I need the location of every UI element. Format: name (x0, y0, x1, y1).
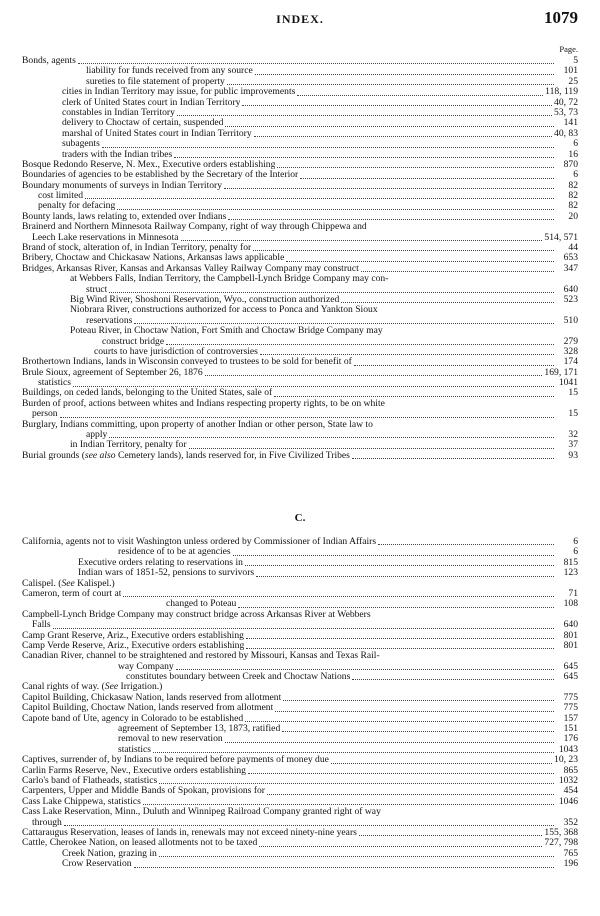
index-entry-page: 6 (573, 138, 578, 150)
index-entry-text: Brainerd and Northern Minnesota Railway Company, right of way through Chippewa and (22, 222, 367, 233)
index-entry-text: Capote band of Ute, agency in Colorado to be established (22, 713, 244, 724)
dot-leader (255, 74, 554, 75)
index-entry (22, 579, 578, 589)
index-entry (22, 295, 578, 305)
index-entry-text: person (32, 409, 58, 420)
index-entry-page: 870 (563, 158, 578, 170)
index-entry-page: 5 (573, 54, 578, 66)
index-entry (22, 368, 578, 378)
index-entry-page: 157 (563, 712, 578, 724)
index-entry-text: changed to Poteau (166, 599, 237, 610)
index-entry-page: 174 (563, 356, 578, 368)
index-entry (22, 87, 578, 97)
index-entry (22, 828, 578, 838)
index-entry-text: Bribery, Choctaw and Chickasaw Nations, Arkansas laws applicable (22, 253, 285, 264)
index-entry (22, 274, 578, 284)
index-entry-page: 10, 23 (554, 754, 578, 766)
index-entry-text: cities in Indian Territory may issue, for public improvements (62, 87, 296, 98)
index-entry (22, 766, 578, 776)
index-entry (22, 222, 578, 232)
index-entry (22, 440, 578, 450)
index-entry-text: Boundaries of agencies to be established by the Secretary of the Interior (22, 170, 299, 181)
index-entry (22, 662, 578, 672)
index-entry (22, 409, 578, 419)
index-entry (22, 108, 578, 118)
index-entry-text: removal to new reservation (118, 734, 223, 745)
index-entry (22, 610, 578, 620)
dot-leader (277, 167, 554, 168)
dot-leader (166, 344, 554, 345)
index-entry (22, 818, 578, 828)
index-page (22, 0, 578, 916)
index-entry (22, 672, 578, 682)
index-entry (22, 430, 578, 440)
dot-leader (224, 188, 554, 189)
index-entry-page: 82 (568, 200, 578, 212)
index-entry (22, 98, 578, 108)
index-entry-page: 523 (563, 293, 578, 305)
index-entry (22, 558, 578, 568)
index-entry-page: 454 (563, 785, 578, 797)
dot-leader (228, 219, 554, 220)
index-entry-page: 865 (563, 764, 578, 776)
index-entry-text: Camp Verde Reserve, Ariz., Executive orders establishing (22, 640, 245, 651)
dot-leader (282, 731, 554, 732)
dot-leader (341, 302, 554, 303)
index-entry-text: liability for funds received from any source (86, 66, 253, 77)
index-entry-page: 801 (563, 639, 578, 651)
index-entry-page: 40, 83 (554, 127, 578, 139)
index-entry-page: 53, 73 (554, 106, 578, 118)
dot-leader (267, 794, 554, 795)
dot-leader (242, 105, 552, 106)
index-entry-page: 352 (563, 816, 578, 828)
index-entry (22, 389, 578, 399)
dot-leader (134, 867, 554, 868)
dot-leader (181, 240, 543, 241)
index-entry (22, 599, 578, 609)
index-entry-page: 1032 (558, 774, 578, 786)
index-entry (22, 66, 578, 76)
dot-leader (117, 209, 554, 210)
index-entry-text: Boundary monuments of surveys in Indian Territory (22, 180, 223, 191)
index-entry-text: Burglary, Indians committing, upon property of another Indian or other person, State law to (22, 419, 373, 430)
dot-leader (331, 763, 552, 764)
index-entry-text: statistics (38, 378, 72, 389)
index-entry (22, 651, 578, 661)
index-entry-text: Calispel. (See Kalispel.) (22, 578, 115, 589)
dot-leader (189, 448, 554, 449)
index-entry (22, 547, 578, 557)
index-entry (22, 734, 578, 744)
dot-leader (259, 846, 542, 847)
index-entry (22, 399, 578, 409)
index-entry (22, 253, 578, 263)
dot-leader (225, 126, 554, 127)
index-entry-text: Campbell-Lynch Bridge Company may construct bridge across Arkansas River at Webbers (22, 609, 371, 620)
index-entry-text: Carpenters, Upper and Middle Bands of Spokan, provisions for (22, 786, 266, 797)
index-entry-text: agreement of September 13, 1873, ratified (118, 724, 281, 735)
index-entry-text: Cameron, term of court at (22, 588, 122, 599)
index-entry-page: 645 (563, 660, 578, 672)
index-entry (22, 703, 578, 713)
index-entry-text: Bridges, Arkansas River, Kansas and Arkansas Valley Railway Company may construct (22, 263, 359, 274)
index-entry-text: Indian wars of 1851-52, pensions to survivors (78, 568, 255, 579)
index-entry-page: 653 (563, 252, 578, 264)
dot-leader (174, 157, 554, 158)
index-entry-text: way Company (118, 661, 174, 672)
index-entry-text: Buildings, on ceded lands, belonging to the United States, sale of (22, 388, 273, 399)
index-entry-text: Canadian River, channel to be straightened and restored by Missouri, Kansas and Texas Rail- (22, 651, 380, 662)
index-entry-text: statistics (118, 744, 152, 755)
index-entry-page: 1043 (558, 743, 578, 755)
index-entry-page: 93 (568, 449, 578, 461)
dot-leader (153, 752, 554, 753)
index-entry-page: 801 (563, 629, 578, 641)
index-entry-page: 15 (568, 387, 578, 399)
index-entry-page: 1046 (558, 795, 578, 807)
dot-leader (233, 555, 554, 556)
dot-leader (109, 437, 554, 438)
dot-leader (245, 565, 554, 566)
index-entry-text: California, agents not to visit Washington unless ordered by Commissioner of Indian Affairs (22, 536, 377, 547)
index-entry-text: Carlin Farms Reserve, Nev., Executive orders establishing (22, 765, 246, 776)
index-entry-text: Captives, surrender of, by Indians to be required before payments of money due (22, 755, 329, 766)
index-entry-text: Burial grounds (see also Cemetery lands), lands reserved for, in Five Civilized Tribes (22, 450, 350, 461)
dot-leader (260, 354, 554, 355)
index-entry (22, 77, 578, 87)
index-entry-page: 151 (563, 723, 578, 735)
index-entry-page: 15 (568, 408, 578, 420)
index-entry (22, 170, 578, 180)
index-entry-text: Capitol Building, Choctaw Nation, lands reserved from allotment (22, 703, 274, 714)
index-entry (22, 682, 578, 692)
index-entry-text: penalty for defacing (38, 201, 116, 212)
index-entry-text: Executive orders relating to reservations in (78, 557, 243, 568)
index-entry-text: Bosque Redondo Reserve, N. Mex., Executive orders establishing (22, 159, 276, 170)
index-entry-page: 645 (563, 671, 578, 683)
index-entry-text: Camp Grant Reserve, Ariz., Executive orders establishing (22, 630, 244, 641)
index-entry-page: 16 (568, 148, 578, 160)
index-entry-page: 101 (563, 65, 578, 77)
index-entry-page: 510 (563, 314, 578, 326)
dot-leader (253, 250, 554, 251)
index-entry-text: struct (86, 284, 108, 295)
dot-leader (352, 679, 554, 680)
index-entry (22, 745, 578, 755)
index-entry-text: Crow Reservation (62, 859, 132, 870)
index-entry (22, 285, 578, 295)
index-entry (22, 378, 578, 388)
dot-leader (78, 63, 554, 64)
index-entry (22, 129, 578, 139)
index-entry (22, 537, 578, 547)
index-entry-page: 815 (563, 556, 578, 568)
dot-leader (248, 773, 554, 774)
index-entry (22, 568, 578, 578)
index-entry-page: 82 (568, 179, 578, 191)
index-entry-text: Niobrara River, constructions authorized for access to Ponca and Yankton Sioux (70, 305, 378, 316)
index-entry-page: 775 (563, 691, 578, 703)
index-entry (22, 181, 578, 191)
index-entry-page: 6 (573, 169, 578, 181)
index-entry (22, 150, 578, 160)
index-entry-text: subagents (62, 139, 100, 150)
index-entry-page: 176 (563, 733, 578, 745)
dot-leader (85, 198, 554, 199)
dot-leader (134, 323, 554, 324)
dot-leader (53, 628, 554, 629)
dot-leader (245, 721, 554, 722)
index-entry-text: residence of to be at agencies (118, 547, 231, 558)
dot-leader (143, 804, 554, 805)
index-entry (22, 451, 578, 461)
index-entry-text: Burden of proof, actions between whites and Indians respecting property rights, to be on white (22, 398, 385, 409)
index-entry-page: 71 (568, 587, 578, 599)
index-entry-page: 279 (563, 335, 578, 347)
index-entry-text: apply (86, 430, 108, 441)
dot-leader (205, 375, 543, 376)
index-entry-text: at Webbers Falls, Indian Territory, the Campbell-Lynch Bridge Company may con- (70, 274, 389, 285)
index-entry-text: Cattle, Cherokee Nation, on leased allotments not to be taxed (22, 838, 258, 849)
dot-leader (246, 648, 554, 649)
index-entry-page: 328 (563, 345, 578, 357)
index-entry (22, 56, 578, 66)
index-entry (22, 631, 578, 641)
index-entry-page: 196 (563, 858, 578, 870)
index-entry (22, 212, 578, 222)
index-entry (22, 160, 578, 170)
dot-leader (109, 292, 554, 293)
section-letter-c: C. (294, 512, 306, 524)
index-entry-text: sureties to file statement of property (86, 76, 225, 87)
index-entry-text: Creek Nation, grazing in (62, 848, 157, 859)
index-entry-page: 82 (568, 190, 578, 202)
index-entry-text: Poteau River, in Choctaw Nation, Fort Smith and Choctaw Bridge Company may (70, 326, 383, 337)
index-entry (22, 191, 578, 201)
index-entry (22, 641, 578, 651)
dot-leader (73, 386, 554, 387)
index-entry-text: Bounty lands, laws relating to, extended over Indians (22, 211, 227, 222)
index-entry-text: Bonds, agents (22, 55, 76, 66)
index-entry-page: 6 (573, 535, 578, 547)
index-entry (22, 347, 578, 357)
index-entry-page: 40, 72 (554, 96, 578, 108)
dot-leader (256, 576, 554, 577)
index-entry-text: through (32, 817, 62, 828)
index-entry-page: 775 (563, 702, 578, 714)
index-entry (22, 316, 578, 326)
dot-leader (225, 742, 554, 743)
dot-leader (159, 856, 554, 857)
index-entry-page: 44 (568, 242, 578, 254)
index-entry-text: delivery to Choctaw of certain, suspended (62, 118, 224, 129)
index-entry-text: Cattaraugus Reservation, leases of lands in, renewals may not exceed ninety-nine years (22, 827, 357, 838)
dot-leader (123, 596, 554, 597)
index-entry (22, 305, 578, 315)
index-entry-page: 20 (568, 210, 578, 222)
index-entry-text: Falls (32, 620, 51, 631)
index-entry-text: Brule Sioux, agreement of September 26, 1876 (22, 367, 203, 378)
page-header (22, 8, 578, 30)
page-title: INDEX. (276, 12, 324, 26)
index-entry (22, 838, 578, 848)
index-entry (22, 859, 578, 869)
index-entry-text: construct bridge (102, 336, 165, 347)
index-entry-page: 169, 171 (544, 366, 578, 378)
dot-leader (177, 115, 552, 116)
dot-leader (227, 84, 554, 85)
index-entry-page: 347 (563, 262, 578, 274)
index-entry (22, 620, 578, 630)
index-entry-text: constables in Indian Territory (62, 107, 175, 118)
index-entry-text: cost limited (38, 191, 84, 202)
dot-leader (354, 365, 554, 366)
index-entry-page: 123 (563, 567, 578, 579)
index-entry (22, 233, 578, 243)
index-entry (22, 337, 578, 347)
index-entry (22, 357, 578, 367)
index-entry (22, 797, 578, 807)
index-entry (22, 118, 578, 128)
dot-leader (60, 417, 554, 418)
index-entry (22, 589, 578, 599)
page-column-label: Page. (559, 44, 578, 54)
dot-leader (300, 178, 554, 179)
dot-leader (238, 607, 554, 608)
index-entry-text: Cass Lake Chippewa, statistics (22, 796, 141, 807)
index-entry (22, 693, 578, 703)
index-entry-text: Leech Lake reservations in Minnesota (32, 232, 179, 243)
index-entry-page: 640 (563, 619, 578, 631)
index-entry (22, 807, 578, 817)
dot-leader (359, 835, 543, 836)
index-entry-text: Cass Lake Reservation, Minn., Duluth and Winnipeg Railroad Company granted right of way (22, 807, 381, 818)
index-entry (22, 201, 578, 211)
dot-leader (275, 711, 554, 712)
index-section-c (22, 537, 578, 870)
index-entry (22, 326, 578, 336)
index-entry (22, 755, 578, 765)
dot-leader (102, 147, 554, 148)
dot-leader (159, 783, 554, 784)
index-entry (22, 264, 578, 274)
index-entry-text: clerk of United States court in Indian Territory (62, 97, 241, 108)
dot-leader (246, 638, 554, 639)
index-entry-page: 141 (563, 117, 578, 129)
index-entry-page: 1041 (558, 377, 578, 389)
index-entry-text: marshal of United States court in Indian Territory (62, 128, 252, 139)
index-entry-text: constitutes boundary between Creek and Choctaw Nations (126, 672, 351, 683)
index-entry-text: reservations (86, 315, 133, 326)
dot-leader (64, 825, 554, 826)
index-entry-text: courts to have jurisdiction of controversies (94, 346, 258, 357)
index-entry (22, 849, 578, 859)
index-entry (22, 724, 578, 734)
index-entry-page: 727, 798 (544, 837, 578, 849)
index-entry (22, 420, 578, 430)
index-entry-page: 155, 368 (544, 826, 578, 838)
dot-leader (254, 136, 552, 137)
index-entry-text: in Indian Territory, penalty for (70, 440, 187, 451)
index-entry (22, 139, 578, 149)
index-entry-text: Capitol Building, Chickasaw Nation, lands reserved from allotment (22, 692, 282, 703)
index-entry-page: 514, 571 (544, 231, 578, 243)
index-entry-text: traders with the Indian tribes (62, 149, 173, 160)
index-entry-page: 640 (563, 283, 578, 295)
index-entry-page: 37 (568, 439, 578, 451)
index-entry (22, 776, 578, 786)
dot-leader (274, 396, 554, 397)
dot-leader (361, 271, 554, 272)
dot-leader (286, 261, 554, 262)
index-entry-page: 25 (568, 75, 578, 87)
dot-leader (283, 700, 554, 701)
index-entry-text: Brand of stock, alteration of, in Indian Territory, penalty for (22, 243, 252, 254)
index-entry-page: 6 (573, 546, 578, 558)
index-entry-text: Canal rights of way. (See Irrigation.) (22, 682, 163, 693)
index-entry (22, 243, 578, 253)
index-section-b (22, 56, 578, 461)
dot-leader (297, 95, 543, 96)
page-number: 1079 (544, 8, 578, 27)
dot-leader (378, 544, 554, 545)
index-entry-page: 765 (563, 847, 578, 859)
index-entry-text: Big Wind River, Shoshoni Reservation, Wyo., construction authorized (70, 294, 340, 305)
index-entry-page: 118, 119 (545, 86, 578, 98)
index-entry-page: 108 (563, 598, 578, 610)
index-entry-text: Brothertown Indians, lands in Wisconsin conveyed to trustees to be sold for benefit of (22, 357, 352, 368)
index-entry-page: 32 (568, 429, 578, 441)
index-entry (22, 786, 578, 796)
dot-leader (176, 669, 554, 670)
index-entry (22, 714, 578, 724)
index-entry-text: Carlo's band of Flatheads, statistics (22, 775, 158, 786)
dot-leader (352, 458, 554, 459)
